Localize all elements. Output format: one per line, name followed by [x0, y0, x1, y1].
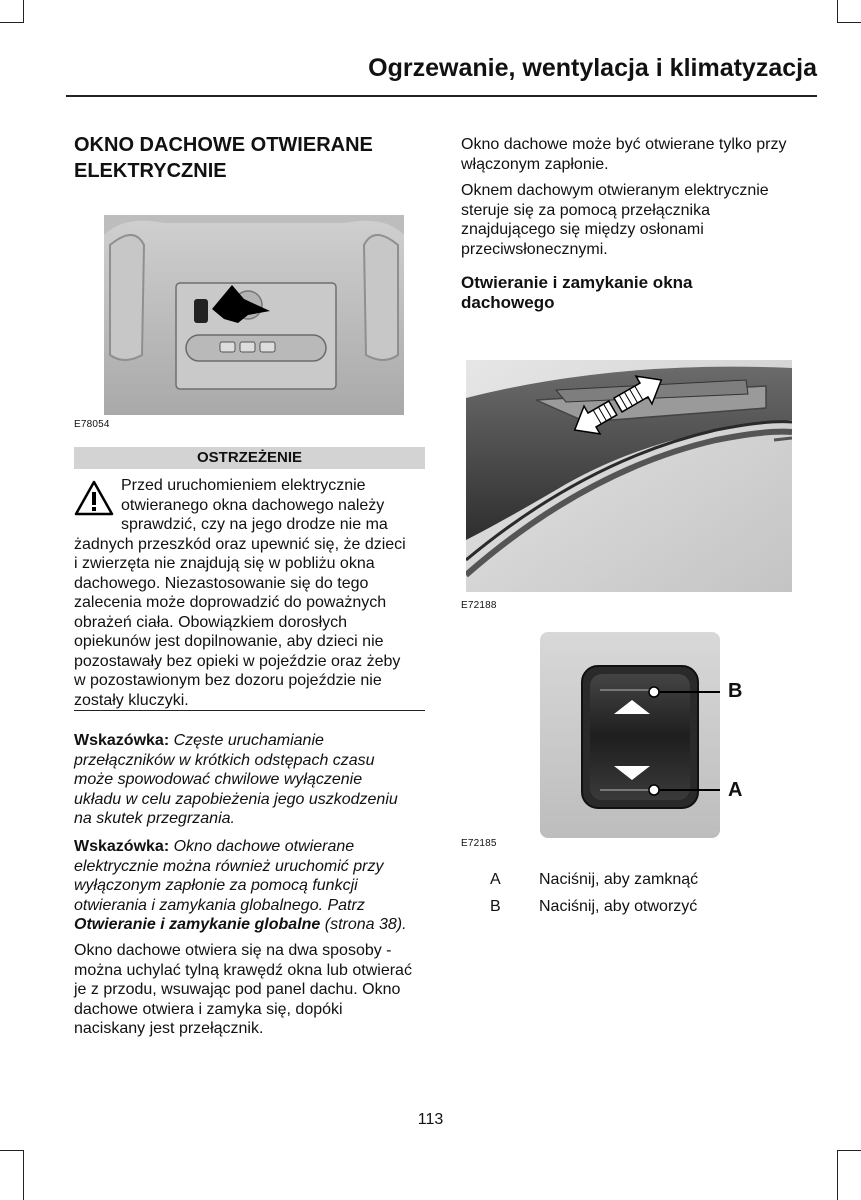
- crop-mark: [837, 22, 861, 23]
- text-line: może spowodować chwilowe wyłączenie: [74, 771, 363, 788]
- callout-a: A: [728, 779, 743, 801]
- crop-mark: [23, 1150, 24, 1200]
- text-line: i zwierzęta nie znajdują się w pobliżu okna: [74, 555, 375, 572]
- note-text: Okno dachowe otwierane: [173, 838, 355, 855]
- heading-line: Otwieranie i zamykanie okna: [461, 273, 693, 292]
- sunroof-roof-figure: [466, 360, 792, 592]
- text-line: Okno dachowe otwiera się na dwa sposoby -: [74, 942, 392, 959]
- text-line: Przed uruchomieniem elektrycznie: [121, 477, 366, 494]
- text-line: przełączników w krótkich odstępach czasu: [74, 751, 375, 769]
- crop-mark: [837, 1150, 838, 1200]
- text-line: Oknem dachowym otwieranym elektrycznie: [461, 182, 769, 199]
- legend-key: B: [490, 898, 501, 915]
- text-line: pozostawały bez opieki w pojeździe oraz żeby: [74, 652, 401, 670]
- page-heading: [74, 132, 434, 184]
- crop-mark: [0, 1150, 24, 1151]
- text-line: steruje się za pomocą przełącznika: [461, 201, 711, 219]
- text-line: można uchylać tylną krawędź okna lub otwierać: [74, 961, 412, 979]
- crop-mark: [837, 0, 838, 22]
- text-line: na skutek przegrzania.: [74, 810, 235, 827]
- legend-row: [490, 871, 698, 889]
- heading-line: OKNO DACHOWE OTWIERANE: [74, 134, 373, 156]
- section-title: Ogrzewanie, wentylacja i klimatyzacja: [368, 54, 817, 82]
- text-line: zalecenia może doprowadzić do poważnych: [74, 594, 387, 611]
- note-text: Częste uruchamianie: [173, 732, 324, 749]
- warning-text: [74, 535, 434, 711]
- text-line: żadnych przeszkód oraz upewnić się, że dzieci: [74, 535, 406, 553]
- text-line: [74, 837, 426, 857]
- crop-mark: [23, 0, 24, 22]
- text-line: przeciwsłonecznymi.: [461, 240, 608, 258]
- header-rule: [66, 95, 817, 97]
- text-line: wyłączonym zapłonie za pomocą funkcji: [74, 877, 358, 894]
- legend-text: Naciśnij, aby zamknąć: [539, 871, 699, 888]
- text-line: opiekunów jest dopilnowanie, aby dzieci nie: [74, 633, 384, 650]
- text-line: zostały kluczyki.: [74, 691, 189, 709]
- legend-row: [490, 898, 697, 916]
- subsection-heading: [461, 273, 831, 313]
- switch-location-paragraph: [461, 181, 831, 259]
- text-line: otwierania i zamykania globalnego. Patrz: [74, 896, 365, 914]
- text-line: elektrycznie można również uruchomić przy: [74, 857, 384, 875]
- text-line: Okno dachowe może być otwierane tylko przy: [461, 136, 787, 153]
- warning-rule: [74, 710, 425, 711]
- heading-line: ELEKTRYCZNIE: [74, 160, 227, 182]
- text-line: je z przodu, wsuwając pod panel dachu. Okno: [74, 981, 401, 998]
- console-switch-figure: [104, 215, 404, 415]
- note-label: Wskazówka:: [74, 838, 170, 855]
- note-overheating: [74, 731, 426, 829]
- page-number: 113: [417, 1111, 444, 1128]
- opening-methods-paragraph: [74, 941, 434, 1039]
- rocker-switch-figure: [540, 632, 752, 838]
- legend-key: A: [490, 871, 501, 888]
- text-line: układu w celu zapobieżenia jego uszkodzeniu: [74, 790, 398, 808]
- figure-code: E72188: [461, 600, 497, 611]
- text-line: w pozostawionym bez dozoru pojeździe nie: [74, 672, 382, 689]
- text-line: otwieranego okna dachowego należy: [121, 496, 385, 514]
- figure-code: E72185: [461, 838, 497, 849]
- text-line: znajdującego się między osłonami: [461, 221, 704, 238]
- note-label: Wskazówka:: [74, 732, 170, 749]
- figure-code: E78054: [74, 419, 110, 430]
- text-line: włączonym zapłonie.: [461, 155, 609, 173]
- crop-mark: [0, 22, 24, 23]
- crop-mark: [837, 1150, 861, 1151]
- note-global-opening: [74, 837, 426, 935]
- text-line: [74, 731, 426, 751]
- warning-triangle-icon: [74, 480, 114, 516]
- warning-text-indented: [121, 476, 431, 535]
- text-line: naciskany jest przełącznik.: [74, 1020, 264, 1037]
- ignition-paragraph: [461, 135, 831, 174]
- page-reference: (strona 38).: [320, 916, 407, 933]
- heading-line: dachowego: [461, 293, 555, 312]
- text-line: sprawdzić, czy na jego drodze nie ma: [121, 516, 388, 533]
- text-line: obrażeń ciała. Obowiązkiem dorosłych: [74, 613, 348, 631]
- legend-text: Naciśnij, aby otworzyć: [539, 898, 698, 915]
- cross-reference-link[interactable]: Otwieranie i zamykanie globalne: [74, 916, 321, 933]
- text-line: dachowe otwiera i zamyka się, dopóki: [74, 1000, 343, 1018]
- warning-heading: OSTRZEŻENIE: [74, 447, 425, 469]
- callout-b: B: [728, 680, 743, 702]
- text-line: dachowego. Niezastosowanie się do tego: [74, 574, 369, 592]
